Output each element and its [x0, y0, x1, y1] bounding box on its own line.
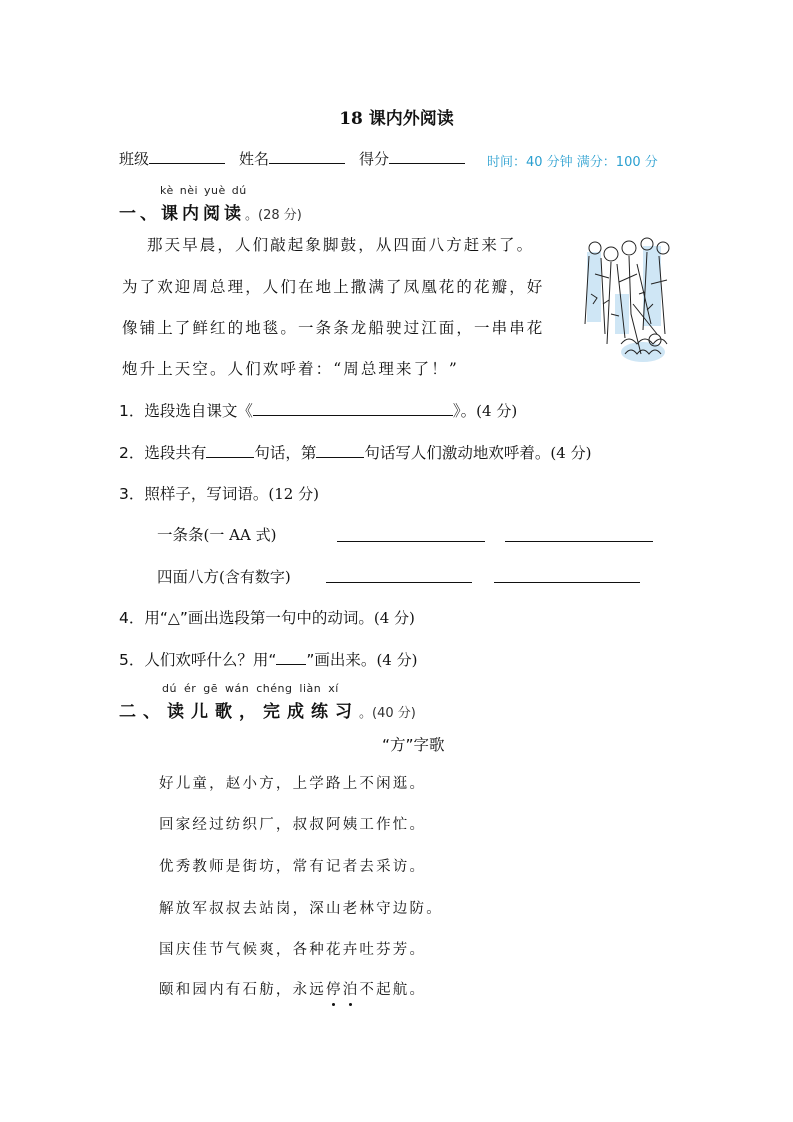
question-4: 4．用“△”画出选段第一句中的动词。(4 分) — [119, 609, 415, 627]
class-label: 班级 — [119, 150, 150, 168]
poem-title: “方”字歌 — [382, 736, 445, 754]
section2-number: 二、 — [119, 702, 167, 722]
section1-number: 一、 — [119, 204, 161, 224]
score-field[interactable] — [389, 149, 465, 164]
question-1: 1．选段选自课文《 》。(4 分) — [119, 402, 518, 420]
answer-blank[interactable] — [253, 401, 453, 416]
answer-blank[interactable] — [494, 568, 640, 583]
passage-line: 像铺上了鲜红的地毯。一条条龙船驶过江面，一串串花 — [122, 319, 545, 337]
time-info: 时间：40 分钟 满分：100 分 — [487, 155, 658, 170]
question-3-item-1: 一条条(一 AA 式) — [157, 526, 277, 544]
question-2: 2．选段共有 句话，第 句话写人们激动地欢呼着。(4 分) — [119, 444, 592, 462]
section2-score: (40 分) — [372, 706, 416, 721]
poem-line: 优秀教师是街坊，常有记者去采访。 — [159, 859, 427, 875]
student-info-row — [119, 148, 465, 169]
passage-line: 为了欢迎周总理，人们在地上撒满了凤凰花的花瓣，好 — [122, 278, 545, 296]
emphasis-dot-char: 泊 — [343, 978, 360, 999]
answer-blank[interactable] — [505, 527, 653, 542]
poem-line: 回家经过纺织厂，叔叔阿姨工作忙。 — [159, 817, 427, 833]
question-3: 3．照样子，写词语。(12 分) — [119, 485, 319, 503]
poem-line: 颐和园内有石舫，永远停泊不起航。 — [159, 978, 426, 999]
underline-sample — [276, 650, 306, 665]
section2-pinyin: dú ér gē wán chéng liàn xí — [162, 682, 339, 695]
section1-title: 课内阅读 — [161, 204, 245, 224]
answer-blank[interactable] — [316, 443, 364, 458]
passage-line: 那天早晨，人们敲起象脚鼓，从四面八方赶来了。 — [147, 236, 535, 254]
section2-title: 读儿歌，完成练习 — [167, 702, 359, 722]
emphasis-dot-char: 停 — [326, 978, 343, 999]
name-label: 姓名 — [239, 150, 270, 168]
section1-heading: 一、课内阅读。(28 分) — [119, 204, 302, 224]
page-title: 18 课内外阅读 — [339, 109, 454, 129]
poem-line: 好儿童，赵小方，上学路上不闲逛。 — [159, 776, 427, 792]
name-field[interactable] — [269, 149, 345, 164]
question-3-item-2: 四面八方(含有数字) — [157, 568, 291, 586]
answer-blank[interactable] — [326, 568, 472, 583]
score-label: 得分 — [359, 150, 390, 168]
poem-line: 解放军叔叔去站岗，深山老林守边防。 — [159, 901, 443, 917]
festival-crowd-illustration — [581, 234, 673, 366]
passage-line: 炮升上天空。人们欢呼着：“周总理来了！” — [122, 360, 459, 378]
poem-line: 国庆佳节气候爽，各种花卉吐芬芳。 — [159, 942, 427, 958]
question-5: 5．人们欢呼什么？用“ ”画出来。(4 分) — [119, 651, 418, 669]
class-field[interactable] — [149, 149, 225, 164]
section1-pinyin: kè nèi yuè dú — [160, 184, 247, 197]
answer-blank[interactable] — [337, 527, 485, 542]
answer-blank[interactable] — [206, 443, 254, 458]
section2-heading: 二、读儿歌，完成练习。(40 分) — [119, 702, 416, 722]
section1-score: (28 分) — [258, 208, 302, 223]
